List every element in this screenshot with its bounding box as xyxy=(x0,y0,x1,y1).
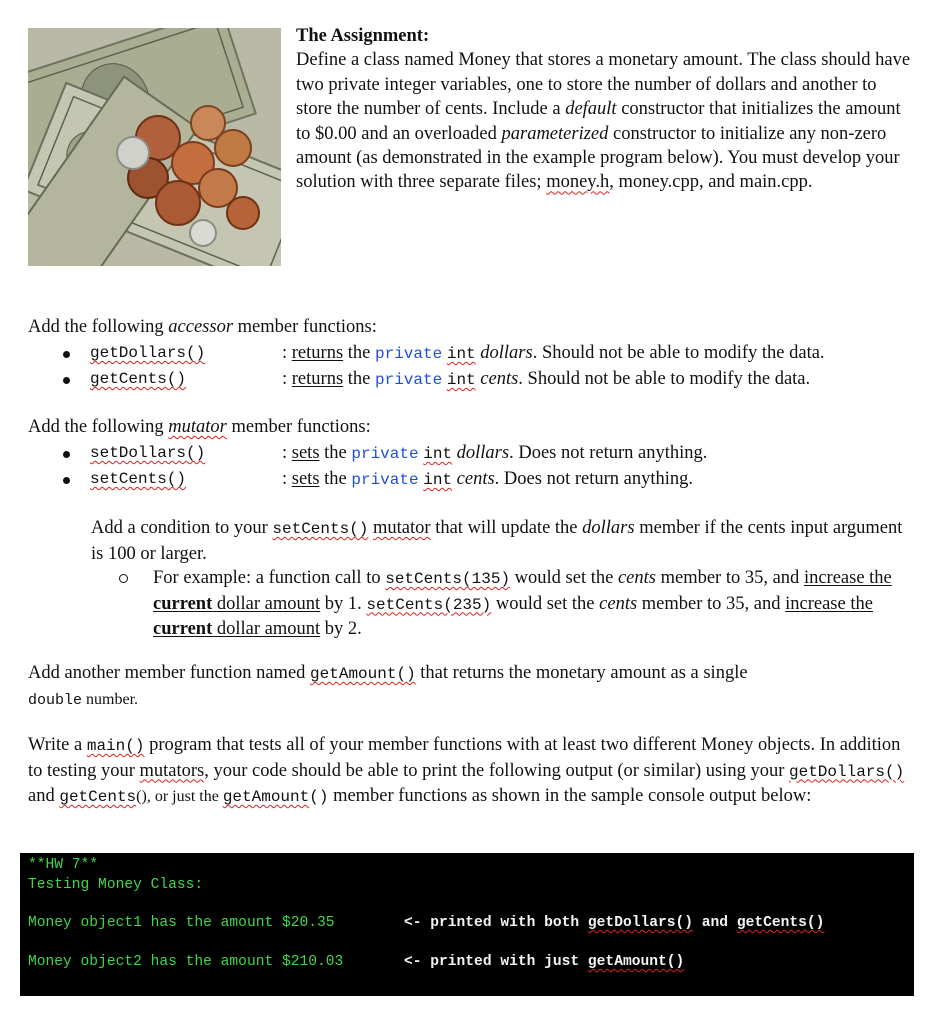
console-line-object2: Money object2 has the amount $210.03 xyxy=(28,954,344,970)
bullet-icon xyxy=(63,351,70,358)
bullet-icon xyxy=(63,377,70,384)
console-output xyxy=(20,853,914,996)
console-line-header: **HW 7** xyxy=(28,857,99,873)
assignment-intro xyxy=(296,24,916,195)
accessor-item-get-cents: getCents() : returns the private int cents. Should not be able to modify the data. xyxy=(28,366,918,392)
money-illustration xyxy=(28,28,281,266)
bullet-icon xyxy=(63,451,70,458)
console-line-object1: Money object1 has the amount $20.35 xyxy=(28,915,335,931)
money-photo xyxy=(28,28,281,266)
assignment-title: The Assignment: xyxy=(296,26,430,46)
mutator-item-set-dollars: setDollars() : sets the private int dollars. Does not return anything. xyxy=(28,440,918,466)
main-section: Write a main() program that tests all of your member functions with at least two different Money objects. In addition to testing your mutators, your code should be able to print the following output (or similar) using your getDollars() and getCents(), or just the getAmount() member functions as shown in the sample console output below: xyxy=(28,735,905,806)
accessor-lead: Add the following accessor member functions: xyxy=(28,317,377,337)
assignment-description: Define a class named Money that stores a monetary amount. The class should have two private integer variables, one to store the number of dollars and another to store the number of cents. Include a default constructor that initializes the amount to $0.00 and an overloaded parameterized constructor to initialize any non-zero amount (as demonstrated in the example program below). You must develop your solution with three separate files; money.h, money.cpp, and main.cpp. xyxy=(296,50,911,193)
console-note-object2: <- printed with just getAmount() xyxy=(404,954,685,970)
get-amount-section: Add another member function named getAmount() that returns the monetary amount as a single double number. xyxy=(28,663,748,709)
mutator-section xyxy=(28,414,918,492)
mutator-lead: Add the following mutator member functions: xyxy=(28,417,371,437)
bullet-icon xyxy=(63,477,70,484)
accessor-section xyxy=(28,314,918,392)
console-note-object1: <- printed with both getDollars() and getCents() xyxy=(404,915,825,931)
condition-section xyxy=(91,516,911,642)
accessor-item-get-dollars: getDollars() : returns the private int dollars. Should not be able to modify the data. xyxy=(28,340,918,366)
mutator-item-set-cents: setCents() : sets the private int cents. Does not return anything. xyxy=(28,466,918,492)
circle-bullet-icon xyxy=(119,574,128,583)
condition-text: Add a condition to your setCents() mutator that will update the dollars member if the cents input argument is 100 or larger. xyxy=(91,518,903,564)
console-line-title: Testing Money Class: xyxy=(28,877,204,893)
condition-example: For example: a function call to setCents(135) would set the cents member to 35, and increase the current dollar amount by 1. setCents(235) would set the cents member to 35, and increase the current dollar amount by 2. xyxy=(91,566,911,642)
